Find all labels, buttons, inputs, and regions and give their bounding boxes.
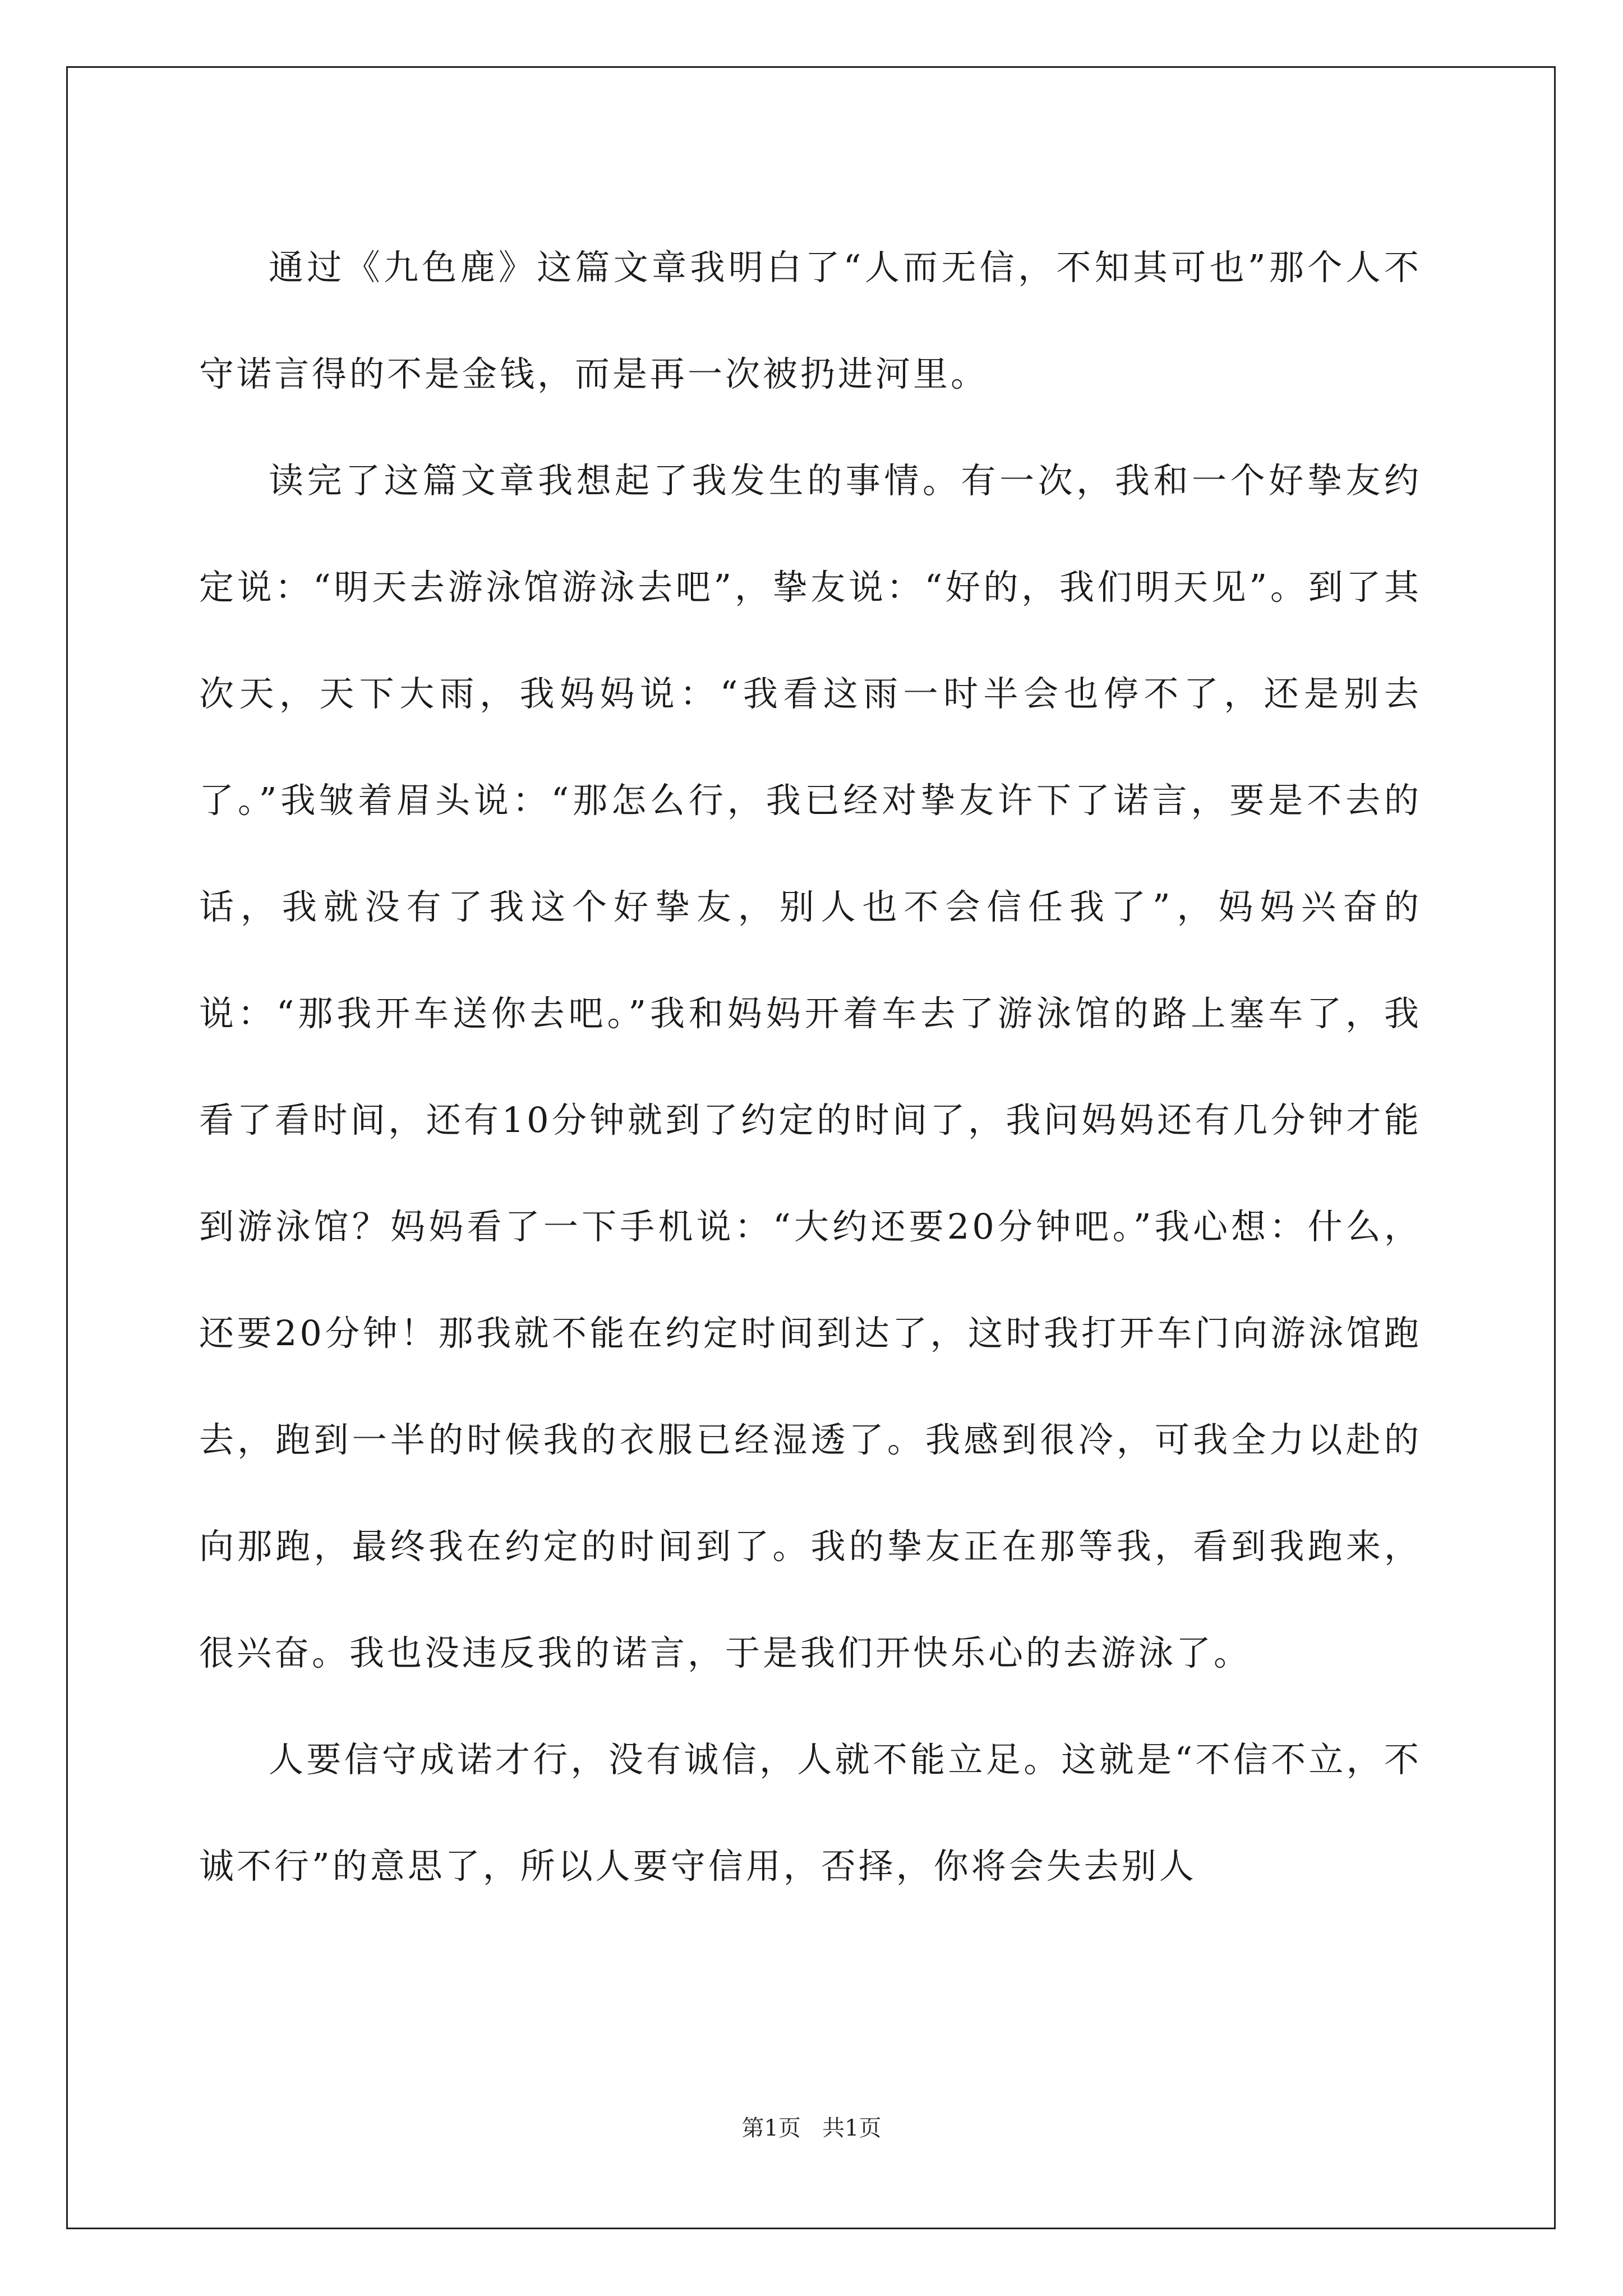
paragraph-2: 读完了这篇文章我想起了我发生的事情。有一次，我和一个好挚友约定说：“明天去游泳馆游泳去吧”，挚友说：“好的，我们明天见”。到了其次天，天下大雨，我妈妈说：“我看这雨一时半会也停不了，还是别去了。”我皱着眉头说：“那怎么行，我已经对挚友许下了诺言，要是不去的话，我就没有了我这个好挚友，别人也不会信任我了”，妈妈兴奋的说：“那我开车送你去吧。”我和妈妈开着车去了游泳馆的路上塞车了，我看了看时间，还有10分钟就到了约定的时间了，我问妈妈还有几分钟才能到游泳馆？妈妈看了一下手机说：“大约还要20分钟吧。”我心想：什么，还要20分钟！那我就不能在约定时间到达了，这时我打开车门向游泳馆跑去，跑到一半的时候我的衣服已经湿透了。我感到很冷，可我全力以赴的向那跑，最终我在约定的时间到了。我的挚友正在那等我，看到我跑来，很兴奋。我也没违反我的诺言，于是我们开快乐心的去游泳了。 (199, 460, 1422, 1673)
document-body (199, 214, 1422, 1920)
paragraph-1: 通过《九色鹿》这篇文章我明白了“人而无信，不知其可也”那个人不守诺言得的不是金钱，而是再一次被扔进河里。 (199, 247, 1422, 394)
paragraph-3: 人要信守成诺才行，没有诚信，人就不能立足。这就是“不信不立，不诚不行”的意思了，所以人要守信用，否择，你将会失去别人 (199, 1739, 1422, 1887)
page-footer: 第1页 共1页 (741, 2115, 882, 2141)
